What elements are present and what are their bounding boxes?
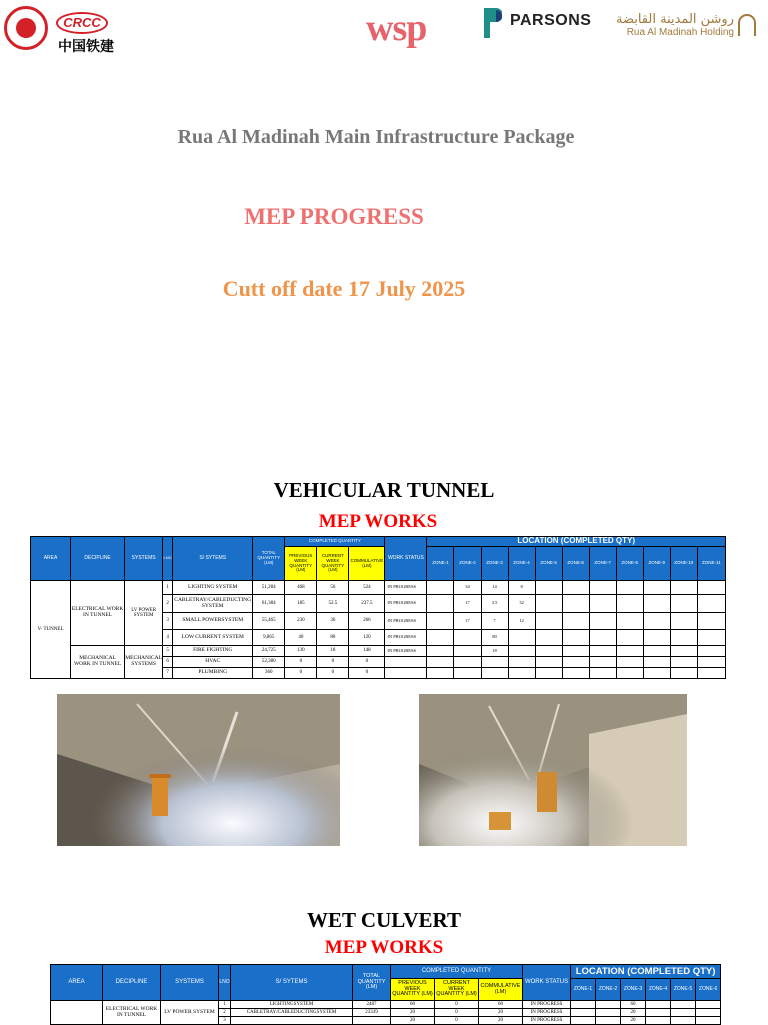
zone-value: 20 (621, 1017, 646, 1025)
zone-value (535, 595, 562, 613)
mep-progress-title: MEP PROGRESS (244, 204, 424, 229)
header-work-status: WORK STATUS (385, 537, 427, 581)
zone-value (454, 668, 481, 679)
total-quantity: 55,465 (253, 613, 285, 630)
current-week-qty: 0 (435, 1017, 479, 1025)
zone-value (427, 646, 454, 657)
header-sub-systems: S/ SYTEMS (231, 965, 353, 1001)
discipline-cell: ELECTRICAL WORK IN TUNNEL (71, 581, 125, 646)
discipline-cell: MECHANICAL WORK IN TUNNEL (71, 646, 125, 679)
row-number: 7 (163, 668, 173, 679)
zone-value: 17 (454, 595, 481, 613)
table-row (31, 646, 726, 657)
zone-value (427, 657, 454, 668)
sub-system-name: CABLETRAY/CABLEDUCTING SYSTEM (173, 595, 253, 613)
zone-value (697, 613, 725, 630)
tunnel-photo-left (57, 694, 340, 846)
header-zone: ZONE-6 (696, 979, 721, 1001)
work-status: IN PROGRESS (523, 1001, 571, 1009)
zone-value (589, 613, 616, 630)
row-number: 6 (163, 657, 173, 668)
vehicular-mep-table (30, 536, 726, 679)
zone-value: 8 (508, 581, 535, 595)
previous-week-qty: 468 (285, 581, 317, 595)
header-systems: SYSTEMS (125, 537, 163, 581)
total-quantity: 24,725 (253, 646, 285, 657)
zone-value (454, 657, 481, 668)
system-cell: MECHANICAL SYSTEMS (125, 646, 163, 679)
work-status (385, 657, 427, 668)
zone-value (670, 668, 697, 679)
current-week-qty: 36 (317, 613, 349, 630)
zone-value: 12 (508, 613, 535, 630)
previous-week-qty: 130 (285, 646, 317, 657)
header-current-week: CURRENT WEEK QUANTITY (LM) (435, 979, 479, 1001)
zone-value (697, 668, 725, 679)
header-zone: ZONE-5 (671, 979, 696, 1001)
header-zone: ZONE-6 (562, 547, 589, 581)
zone-value: 60 (621, 1001, 646, 1009)
header-work-status: WORK STATUS (523, 965, 571, 1001)
zone-value (616, 657, 643, 668)
work-status: IN PROGRESS (385, 581, 427, 595)
row-number: 2 (219, 1009, 231, 1017)
zone-value (454, 646, 481, 657)
wet-mep-works-subtitle: MEP WORKS (324, 937, 444, 958)
header-lno: LNO (219, 965, 231, 1001)
cumulative-qty: 60 (479, 1001, 523, 1009)
zone-value (562, 646, 589, 657)
zone-value (616, 581, 643, 595)
header-completed-quantity: COMPLETED QUANTITY (285, 537, 385, 547)
zone-value (562, 630, 589, 646)
zone-value: 17 (454, 613, 481, 630)
header-zone: ZONE-3 (621, 979, 646, 1001)
zone-value (589, 668, 616, 679)
zone-value (643, 646, 670, 657)
table-row (51, 1001, 721, 1009)
sub-system-name (231, 1017, 353, 1025)
zone-value (616, 613, 643, 630)
header-zone: ZONE-2 (454, 547, 481, 581)
discipline-cell: ELECTRICAL WORK IN TUNNEL (103, 1001, 161, 1025)
previous-week-qty: 20 (391, 1009, 435, 1017)
total-quantity: 2487 (353, 1001, 391, 1009)
crcc-logo-group (4, 6, 114, 55)
work-status: IN PROGRESS (523, 1009, 571, 1017)
zone-value (535, 646, 562, 657)
table-row (31, 581, 726, 595)
row-number: 5 (163, 646, 173, 657)
zone-value (481, 668, 508, 679)
vehicular-mep-works-subtitle: MEP WORKS (318, 511, 438, 532)
zone-value (670, 630, 697, 646)
sub-system-name: CABLETRAY/CABLEDUCTINGSYSTEM (231, 1009, 353, 1017)
cumulative-qty: 0 (349, 668, 385, 679)
zone-value (562, 668, 589, 679)
header-zone: ZONE-3 (481, 547, 508, 581)
row-number: 2 (163, 595, 173, 613)
header-zone: ZONE-8 (616, 547, 643, 581)
vehicular-tunnel-title: VEHICULAR TUNNEL (273, 478, 495, 502)
zone-value (535, 668, 562, 679)
zone-value (508, 668, 535, 679)
header-area: AREA (31, 537, 71, 581)
row-number: 1 (163, 581, 173, 595)
zone-value (589, 630, 616, 646)
previous-week-qty: 230 (285, 613, 317, 630)
previous-week-qty: 0 (285, 668, 317, 679)
header-zone: ZONE-1 (427, 547, 454, 581)
crcc-chinese-text: 中国铁建 (58, 39, 114, 55)
zone-value (696, 1001, 721, 1009)
current-week-qty: 0 (317, 657, 349, 668)
header-zone: ZONE-4 (646, 979, 671, 1001)
zone-value: 14 (481, 581, 508, 595)
zone-value (643, 613, 670, 630)
crcc-logo: CRCC (56, 12, 108, 34)
area-cell (51, 1001, 103, 1025)
total-quantity: 9,865 (253, 630, 285, 646)
zone-value (696, 1017, 721, 1025)
work-status: IN PROGRESS (385, 613, 427, 630)
header-previous-week: PREVIOUS WEEK QUANTITY (LM) (285, 547, 317, 581)
current-week-qty: 56 (317, 581, 349, 595)
header-discipline: DECIPLINE (71, 537, 125, 581)
sub-system-name: LIGHTING SYSTEM (173, 581, 253, 595)
zone-value (481, 657, 508, 668)
header-zone: ZONE-9 (643, 547, 670, 581)
row-number: 1 (219, 1001, 231, 1009)
zone-value (596, 1009, 621, 1017)
zone-value (697, 630, 725, 646)
work-status: IN PROGRESS (385, 630, 427, 646)
total-quantity: 360 (253, 668, 285, 679)
parsons-wordmark: PARSONS (510, 12, 592, 29)
zone-value (427, 613, 454, 630)
zone-value (571, 1017, 596, 1025)
zone-value: 3.5 (481, 595, 508, 613)
previous-week-qty: 20 (391, 1017, 435, 1025)
zone-value (616, 668, 643, 679)
zone-value (646, 1001, 671, 1009)
zone-value (508, 657, 535, 668)
zone-value (643, 668, 670, 679)
zone-value (535, 581, 562, 595)
current-week-qty: 18 (317, 646, 349, 657)
zone-value (643, 595, 670, 613)
sub-system-name: LIGHTINGSYSTEM (231, 1001, 353, 1009)
total-quantity: 23339 (353, 1009, 391, 1017)
cumulative-qty: 524 (349, 581, 385, 595)
tunnel-photo-right-image (419, 694, 687, 846)
header-location: LOCATION (COMPLETED QTY) (571, 965, 721, 979)
zone-value (427, 595, 454, 613)
parsons-mark-icon (484, 8, 502, 38)
header-zone: ZONE-4 (508, 547, 535, 581)
zone-value (697, 595, 725, 613)
cumulative-qty: 20 (479, 1009, 523, 1017)
header-zone: ZONE-11 (697, 547, 725, 581)
header-total-quantity: TOTAL QUANTITY (LM) (253, 537, 285, 581)
zone-value (643, 657, 670, 668)
header-area: AREA (51, 965, 103, 1001)
previous-week-qty: 40 (285, 630, 317, 646)
zone-value (589, 646, 616, 657)
zone-value: 32 (508, 595, 535, 613)
zone-value (697, 646, 725, 657)
sub-system-name: HVAC (173, 657, 253, 668)
package-title: Rua Al Madinah Main Infrastructure Package (177, 126, 575, 148)
zone-value (646, 1009, 671, 1017)
cumulative-qty: 266 (349, 613, 385, 630)
zone-value (508, 630, 535, 646)
system-cell: LV POWER SYSTEM (161, 1001, 219, 1025)
header-discipline: DECIPLINE (103, 965, 161, 1001)
cumulative-qty: 237.5 (349, 595, 385, 613)
current-week-qty: 0 (435, 1001, 479, 1009)
zone-value (670, 657, 697, 668)
zone-value (427, 581, 454, 595)
header-current-week: CURRENT WEEK QUANTITY (LM) (317, 547, 349, 581)
zone-value (670, 581, 697, 595)
zone-value (696, 1009, 721, 1017)
system-cell: LV POWER SYSTEM (125, 581, 163, 646)
work-status: IN PROGRESS (523, 1017, 571, 1025)
zone-value (508, 646, 535, 657)
rua-al-madinah-logo (615, 12, 756, 40)
zone-value (562, 613, 589, 630)
zone-value (562, 595, 589, 613)
zone-value (535, 657, 562, 668)
zone-value: 34 (454, 581, 481, 595)
previous-week-qty: 185 (285, 595, 317, 613)
alajmi-logo-icon (4, 6, 48, 50)
zone-value (571, 1001, 596, 1009)
zone-value (535, 630, 562, 646)
tunnel-photo-left-image (57, 694, 340, 846)
header-previous-week: PREVIOUS WEEK QUANTITY (LM) (391, 979, 435, 1001)
cumulative-qty: 20 (479, 1017, 523, 1025)
sub-system-name: LOW CURRENT SYSTEM (173, 630, 253, 646)
zone-value: 20 (621, 1009, 646, 1017)
total-quantity (353, 1017, 391, 1025)
rua-english-text: Rua Al Madinah Holding (626, 27, 734, 38)
header-cumulative: COMMULATIVE (LM) (349, 547, 385, 581)
zone-value (596, 1017, 621, 1025)
zone-value (616, 595, 643, 613)
row-number: 3 (219, 1017, 231, 1025)
header-zone: ZONE-10 (670, 547, 697, 581)
cutoff-date: Cutt off date 17 July 2025 (222, 276, 466, 301)
zone-value (427, 668, 454, 679)
header-sub-systems: S/ SYTEMS (173, 537, 253, 581)
work-status: IN PROGRESS (385, 595, 427, 613)
zone-value (671, 1009, 696, 1017)
zone-value (535, 613, 562, 630)
zone-value (616, 630, 643, 646)
zone-value (646, 1017, 671, 1025)
zone-value (697, 657, 725, 668)
total-quantity: 61,384 (253, 595, 285, 613)
work-status (385, 668, 427, 679)
zone-value (589, 581, 616, 595)
zone-value (643, 581, 670, 595)
rua-mark-icon (738, 14, 756, 36)
cumulative-qty: 148 (349, 646, 385, 657)
zone-value (697, 581, 725, 595)
current-week-qty: 0 (435, 1009, 479, 1017)
previous-week-qty: 60 (391, 1001, 435, 1009)
zone-value (427, 630, 454, 646)
work-status: IN PROGRESS (385, 646, 427, 657)
zone-value (643, 630, 670, 646)
header-lno: LNO (163, 537, 173, 581)
zone-value (670, 613, 697, 630)
header-zone: ZONE-1 (571, 979, 596, 1001)
zone-value: 18 (481, 646, 508, 657)
zone-value: 80 (481, 630, 508, 646)
header-systems: SYSTEMS (161, 965, 219, 1001)
header-location: LOCATION (COMPLETED QTY) (427, 537, 726, 547)
sub-system-name: PLUMBING (173, 668, 253, 679)
current-week-qty: 52.5 (317, 595, 349, 613)
total-quantity: 51,284 (253, 581, 285, 595)
zone-value (562, 657, 589, 668)
cumulative-qty: 0 (349, 657, 385, 668)
wet-culvert-mep-table (50, 964, 721, 1025)
zone-value (670, 595, 697, 613)
row-number: 3 (163, 613, 173, 630)
header-zone: ZONE-7 (589, 547, 616, 581)
header-zone: ZONE-5 (535, 547, 562, 581)
zone-value (596, 1001, 621, 1009)
previous-week-qty: 0 (285, 657, 317, 668)
header-total-quantity: TOTAL QUANTITY (LM) (353, 965, 391, 1001)
sub-system-name: FIRE FIGHTING (173, 646, 253, 657)
header-cumulative: COMMULATIVE (LM) (479, 979, 523, 1001)
zone-value (670, 646, 697, 657)
sub-system-name: SMALL POWERSYSTEM (173, 613, 253, 630)
zone-value (671, 1001, 696, 1009)
zone-value (562, 581, 589, 595)
area-cell: V- TUNNEL (31, 581, 71, 679)
current-week-qty: 0 (317, 668, 349, 679)
rua-arabic-text: روشن المدينة القابضة (615, 12, 734, 27)
header-zone: ZONE-2 (596, 979, 621, 1001)
zone-value (454, 630, 481, 646)
tunnel-photo-right (419, 694, 687, 846)
zone-value (671, 1017, 696, 1025)
zone-value: 7 (481, 613, 508, 630)
wet-culvert-title: WET CULVERT (307, 908, 461, 932)
total-quantity: 52,380 (253, 657, 285, 668)
wsp-logo: wsp (366, 7, 427, 49)
zone-value (616, 646, 643, 657)
header-completed-quantity: COMPLETED QUANTITY (391, 965, 523, 979)
cumulative-qty: 120 (349, 630, 385, 646)
zone-value (589, 657, 616, 668)
row-number: 4 (163, 630, 173, 646)
zone-value (589, 595, 616, 613)
zone-value (571, 1009, 596, 1017)
current-week-qty: 80 (317, 630, 349, 646)
